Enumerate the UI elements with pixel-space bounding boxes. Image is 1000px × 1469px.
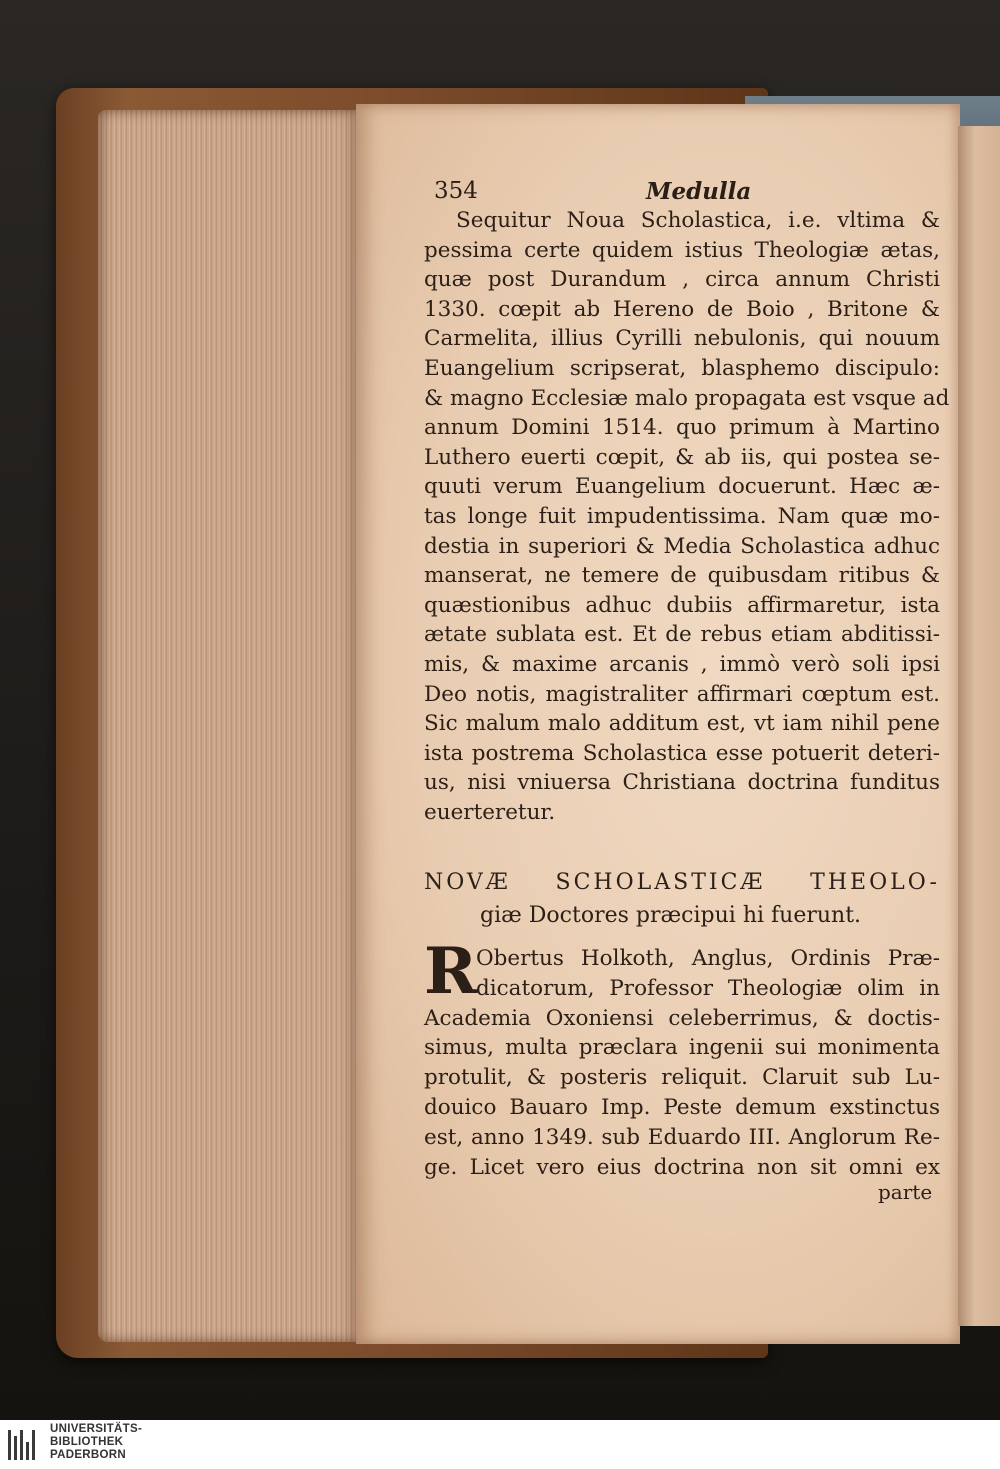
logo-line: PADERBORN: [50, 1449, 126, 1461]
text-line: Sic malum malo additum est, vt iam nihil pene: [424, 711, 940, 737]
text-line: Luthero euerti cœpit, & ab iis, qui postea se-: [424, 444, 940, 470]
section-heading: [424, 866, 940, 932]
text-line: euerteretur.: [424, 799, 556, 825]
running-head: Medulla: [646, 178, 752, 205]
text-line: ista postrema Scholastica esse potuerit deteri-: [424, 740, 940, 766]
text-line: Sequitur Noua Scholastica, i.e. vltima &: [456, 208, 940, 233]
text-line: Obertus Holkoth, Anglus, Ordinis Præ-: [476, 946, 940, 971]
text-line: manserat, ne temere de quibusdam ritibus &: [424, 563, 940, 589]
library-bars-logo-icon: [8, 1430, 44, 1460]
text-line: ge. Licet vero eius doctrina non sit omni ex: [424, 1154, 940, 1180]
footer-bar: [0, 1420, 1000, 1469]
section-heading-line-1: NOVÆ SCHOLASTICÆ THEOLO-: [424, 870, 940, 895]
paragraph-2: [424, 934, 940, 1182]
text-line: protulit, & posteris reliquit. Claruit sub Lu-: [424, 1065, 940, 1091]
text-line: Deo notis, magistraliter affirmari cœptum est.: [424, 681, 940, 707]
text-line: Academia Oxoniensi celeberrimus, & doctis-: [424, 1005, 940, 1031]
text-line: quæ post Durandum , circa annum Christi: [424, 267, 940, 293]
text-line: dicatorum, Professor Theologiæ olim in: [476, 975, 940, 1001]
section-heading-line-2: giæ Doctores præcipui hi fuerunt.: [480, 903, 862, 928]
drop-cap: R: [424, 934, 478, 1009]
text-line: annum Domini 1514. quo primum à Martino: [424, 415, 940, 441]
text-line: us, nisi vniuersa Christiana doctrina funditus: [424, 770, 940, 796]
text-line: mis, & maxime arcanis , immò verò soli ipsi: [424, 651, 940, 677]
page-header: [434, 178, 954, 208]
text-line: tas longe fuit impudentissima. Nam quæ mo-: [424, 503, 940, 529]
text-line: & magno Ecclesiæ malo propagata est vsque ad: [424, 385, 950, 411]
text-line: simus, multa præclara ingenii sui monimenta: [424, 1035, 940, 1061]
text-line: est, anno 1349. sub Eduardo III. Anglorum Re-: [424, 1124, 940, 1150]
text-line: pessima certe quidem istius Theologiæ ætas,: [424, 237, 940, 263]
logo-line: BIBLIOTHEK: [50, 1436, 124, 1448]
text-line: quæstionibus adhuc dubiis affirmaretur, ista: [424, 592, 940, 618]
text-line: ætate sublata est. Et de rebus etiam abditissi-: [424, 622, 940, 648]
text-line: douico Bauaro Imp. Peste demum exstinctus: [424, 1094, 940, 1120]
paragraph-1: [424, 206, 950, 827]
text-line: Carmelita, illius Cyrilli nebulonis, qui nouum: [424, 326, 940, 352]
page-edges: [98, 110, 360, 1342]
text-line: quuti verum Euangelium docuerunt. Hæc æ-: [424, 474, 940, 500]
logo-line: UNIVERSITÄTS-: [50, 1423, 143, 1435]
page-number: 354: [434, 178, 478, 204]
text-line: Euangelium scripserat, blasphemo discipulo:: [424, 355, 940, 381]
text-line: destia in superiori & Media Scholastica adhuc: [424, 533, 940, 559]
library-logo-text: [50, 1423, 142, 1462]
facing-page-edge: [958, 126, 1000, 1326]
catchword: parte: [878, 1180, 933, 1204]
text-line: 1330. cœpit ab Hereno de Boio , Britone &: [424, 296, 940, 322]
